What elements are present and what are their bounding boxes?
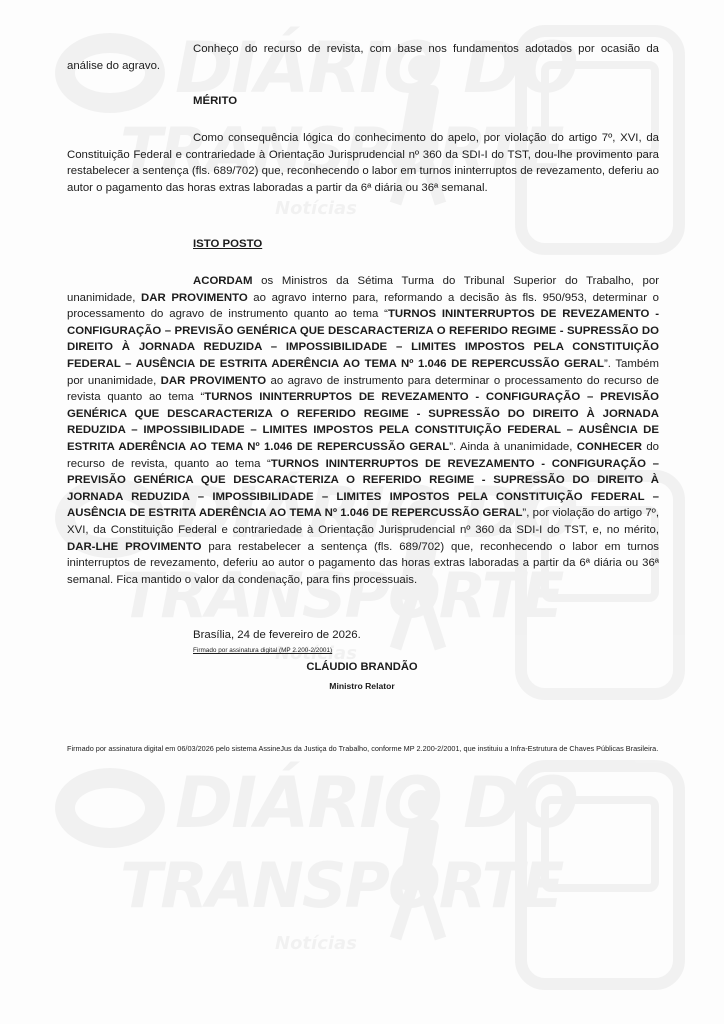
tema-title-2: TURNOS ININTERRUPTOS DE REVEZAMENTO - CONFIGURAÇÃO – PREVISÃO GENÉRICA QUE DESCARACTERIZA O REFERIDO REGIME - SUPRESSÃO DO DIREITO À JORNADA REDUZIDA – IMPOSSIBILIDADE – LIMITES IMPOSTOS PELA CONSTITUIÇÃO FEDERAL – AUSÊNCIA DE ESTRITA ADERÊNCIA AO TEMA Nº 1.046 DE REPERCUSSÃO GERAL [67,391,659,453]
dar-provimento-2: DAR PROVIMENTO [160,374,267,387]
tema-title-3: TURNOS ININTERRUPTOS DE REVEZAMENTO - CONFIGURAÇÃO – PREVISÃO GENÉRICA QUE DESCARACTERIZA O REFERIDO REGIME - SUPRESSÃO DO DIREITO À JORNADA REDUZIDA – IMPOSSIBILIDADE – LIMITES IMPOSTOS PELA CONSTITUIÇÃO FEDERAL – AUSÊNCIA DE ESTRITA ADERÊNCIA AO TEMA Nº 1.046 DE REPERCUSSÃO GERAL [67,457,659,520]
place-date: Brasília, 24 de fevereiro de 2026. [193,629,361,641]
acordam-text-7: ”, por violação do artigo 7º, XVI, da Constituição Federal e contrariedade à Orientação Jurisprudencial nº 360 da SDI-I do TST, e, no mérito, [67,507,659,536]
dar-lhe-provimento: DAR-LHE PROVIMENTO [67,540,202,553]
acordam-text-1: os Ministros da Sétima Turma do Tribunal Superior do Trabalho, por unanimidade, [67,275,659,304]
acordam-text-6: do recurso de revista, quanto ao tema “ [67,440,659,470]
acordam-text-4: ao agravo de instrumento para determinar o processamento do recurso de revista quanto ao tema “ [67,374,659,404]
acordam-text-5: ”. Ainda à unanimidade, [449,440,577,453]
paragraph-merito-text: Como consequência lógica do conhecimento do apelo, por violação do artigo 7º, XVI, da Constituição Federal e contrariedade à Orientação Jurisprudencial nº 360 da SDI-I do TST, dou-lhe provimento para restabelecer a sentença (fls. 689/702) que, reconhecendo o labor em turnos ininterruptos de revezamento, deferiu ao autor o pagamento das horas extras laboradas a partir da 6ª diária ou 36ª semanal. [67,132,659,194]
paragraph-acordam [67,273,659,588]
acordam-text-3: ”. Também por unanimidade, [67,357,659,387]
paragraph-merito [67,130,659,196]
acordam-label: ACORDAM [193,275,253,287]
conhecer-label: CONHECER [576,440,642,453]
acordam-text-8: para restabelecer a sentença (fls. 689/702) que, reconhecendo o labor em turnos ininterruptos de revezamento, deferiu ao autor o pagamento das horas extras laboradas a partir da 6ª diária ou 36ª semanal. Fica mantido o valor da condenação, para fins processuais. [67,540,659,586]
heading-merito: MÉRITO [193,95,238,107]
tema-title-1: TURNOS ININTERRUPTOS DE REVEZAMENTO - CONFIGURAÇÃO – PREVISÃO GENÉRICA QUE DESCARACTERIZA O REFERIDO REGIME - SUPRESSÃO DO DIREITO À JORNADA REDUZIDA – IMPOSSIBILIDADE – LIMITES IMPOSTOS PELA CONSTITUIÇÃO FEDERAL – AUSÊNCIA DE ESTRITA ADERÊNCIA AO TEMA Nº 1.046 DE REPERCUSSÃO GERAL [67,308,659,370]
paragraph-conheco-text: Conheço do recurso de revista, com base nos fundamentos adotados por ocasião da análise do agravo. [67,43,659,72]
digital-signature-note: Firmado por assinatura digital (MP 2.200-2/2001) [193,647,333,654]
signer-role: Ministro Relator [329,681,395,691]
footer-note: Firmado por assinatura digital em 06/03/2026 pelo sistema AssineJus da Justiça do Trabalho, conforme MP 2.200-2/2001, que instituiu a Infra-Estrutura de Chaves Públicas Brasileira. [67,744,659,753]
acordam-text-2: ao agravo interno para, reformando a decisão às fls. 950/953, determinar o processamento do agravo de instrumento quanto ao tema “ [67,291,659,321]
dar-provimento-1: DAR PROVIMENTO [141,291,248,304]
paragraph-conheco [67,41,659,74]
signer-name: CLÁUDIO BRANDÃO [306,661,418,673]
heading-isto-posto: ISTO POSTO [193,238,263,250]
paragraph-acordam-text [67,273,659,588]
